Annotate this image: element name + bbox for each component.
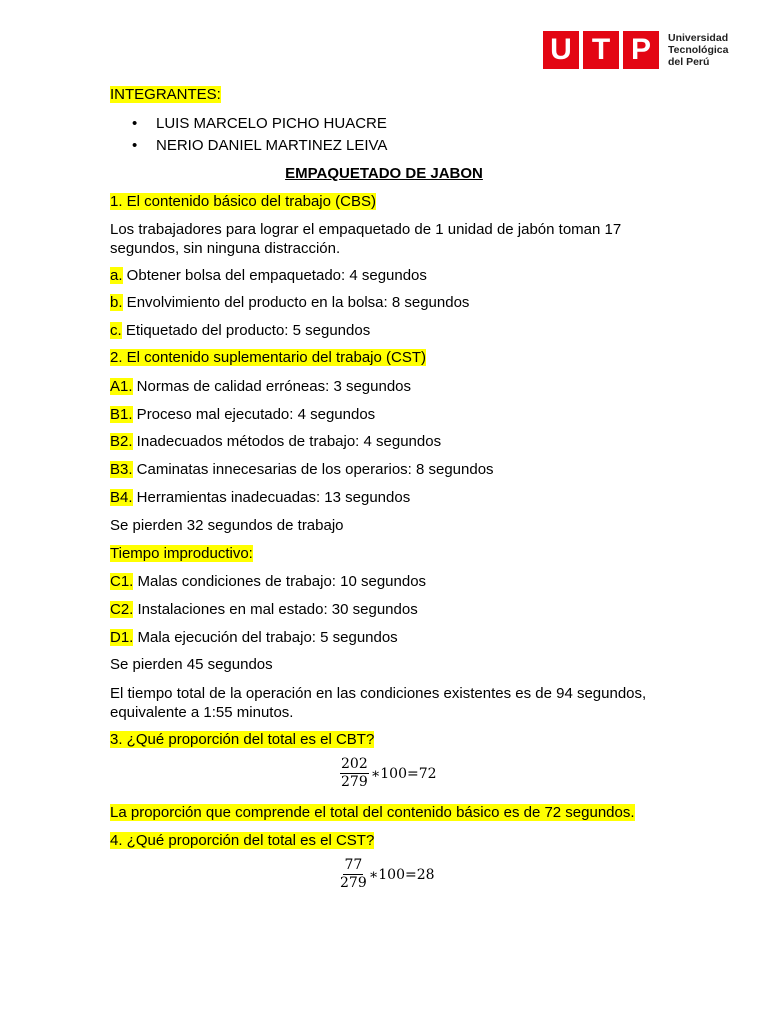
list-item: B2. Inadecuados métodos de trabajo: 4 segundos bbox=[110, 433, 442, 450]
list-item: C1. Malas condiciones de trabajo: 10 segundos bbox=[110, 573, 427, 590]
fraction-denominator: 279 bbox=[341, 774, 368, 790]
bullet-icon: • bbox=[132, 115, 138, 132]
document-title: EMPAQUETADO DE JABON bbox=[285, 165, 483, 182]
list-item: a. Obtener bolsa del empaquetado: 4 segundos bbox=[110, 267, 427, 284]
fraction bbox=[340, 858, 367, 891]
list-item: D1. Mala ejecución del trabajo: 5 segundos bbox=[110, 629, 398, 646]
member-item bbox=[132, 137, 387, 155]
formula-rest: ∗100=28 bbox=[368, 866, 435, 883]
utp-logo bbox=[543, 31, 768, 69]
list-item: B1. Proceso mal ejecutado: 4 segundos bbox=[110, 406, 376, 423]
bullet-icon: • bbox=[132, 137, 138, 154]
logo-letters bbox=[543, 31, 659, 69]
member-item bbox=[132, 115, 387, 133]
list-item: b. Envolvimiento del producto en la bolsa: 8 segundos bbox=[110, 294, 470, 311]
logo-text-line-1: Universidad bbox=[668, 32, 729, 44]
logo-text-line-3: del Perú bbox=[668, 56, 710, 68]
section-4-heading: 4. ¿Qué proporción del total es el CST? bbox=[110, 832, 375, 849]
lost-time-text: Se pierden 32 segundos de trabajo bbox=[110, 517, 344, 534]
member-name: LUIS MARCELO PICHO HUACRE bbox=[156, 115, 387, 132]
section-1-intro: Los trabajadores para lograr el empaquetado de 1 unidad de jabón toman 17 segundos, sin ninguna distracción. bbox=[110, 221, 622, 257]
formula-cbt bbox=[340, 757, 437, 790]
list-item: C2. Instalaciones en mal estado: 30 segundos bbox=[110, 601, 418, 618]
lost-time-text-2: Se pierden 45 segundos bbox=[110, 656, 273, 673]
improductivo-heading: Tiempo improductivo: bbox=[110, 545, 253, 562]
fraction-numerator: 202 bbox=[341, 756, 368, 772]
section-3-heading: 3. ¿Qué proporción del total es el CBT? bbox=[110, 731, 375, 748]
formula-rest: ∗100=72 bbox=[370, 765, 437, 782]
logo-text-line-2: Tecnológica bbox=[668, 44, 729, 56]
list-item: A1. Normas de calidad erróneas: 3 segundos bbox=[110, 378, 412, 395]
list-item: c. Etiquetado del producto: 5 segundos bbox=[110, 322, 371, 339]
fraction bbox=[340, 757, 369, 790]
section-1-heading: 1. El contenido básico del trabajo (CBS) bbox=[110, 193, 376, 210]
member-name: NERIO DANIEL MARTINEZ LEIVA bbox=[156, 137, 388, 154]
total-time-text: El tiempo total de la operación en las condiciones existentes es de 94 segundos, equivalente a 1:55 minutos. bbox=[110, 685, 647, 721]
list-item: B4. Herramientas inadecuadas: 13 segundos bbox=[110, 489, 411, 506]
fraction-numerator: 77 bbox=[344, 857, 363, 873]
formula-cst bbox=[340, 858, 435, 891]
logo-letter-t: T bbox=[583, 31, 619, 69]
logo-text bbox=[668, 32, 728, 68]
section-2-heading: 2. El contenido suplementario del trabajo (CST) bbox=[110, 349, 426, 366]
section-3-conclusion: La proporción que comprende el total del contenido básico es de 72 segundos. bbox=[110, 804, 635, 821]
fraction-denominator: 279 bbox=[340, 875, 367, 891]
integrantes-label: INTEGRANTES: bbox=[110, 86, 221, 103]
logo-letter-u: U bbox=[543, 31, 579, 69]
list-item: B3. Caminatas innecesarias de los operarios: 8 segundos bbox=[110, 461, 494, 478]
logo-letter-p: P bbox=[623, 31, 659, 69]
